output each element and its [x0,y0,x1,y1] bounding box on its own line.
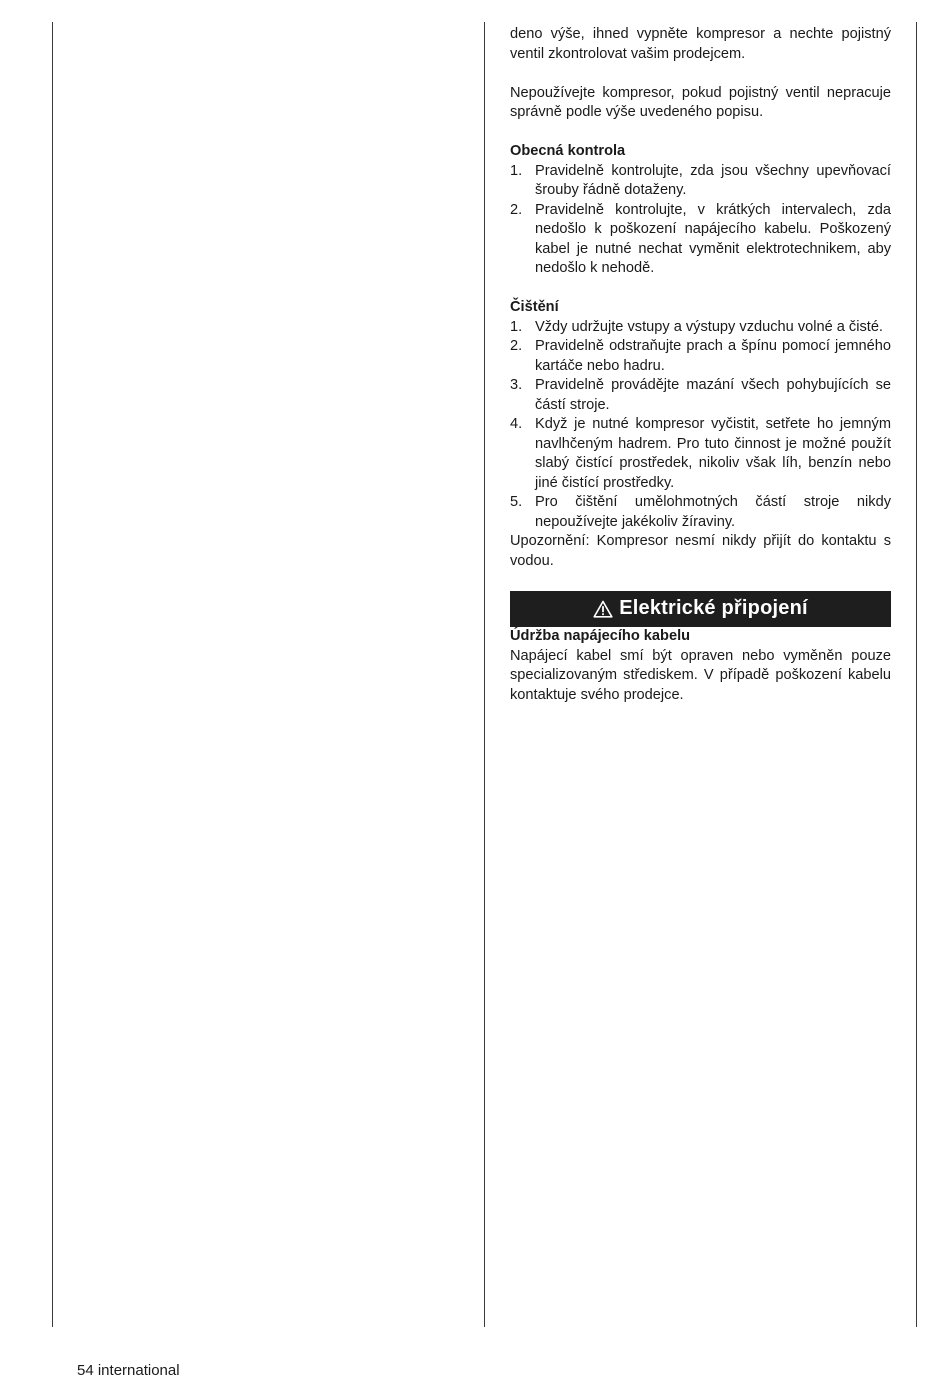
general-check-list [510,162,891,279]
list-item [510,162,891,201]
left-margin-rule [52,22,53,1327]
cleaning-note: Upozornění: Kompresor nesmí nikdy přijít do kontaktu s vodou. [510,533,891,569]
item-number: 4. [510,416,523,432]
continuation-paragraph: deno výše, ihned vypněte kompresor a nechte pojistný ventil zkontrolovat vašim prodejcem. [510,26,891,62]
item-number: 5. [510,494,523,510]
right-column [510,25,891,705]
column-divider-rule [484,22,485,1327]
safety-valve-warning: Nepoužívejte kompresor, pokud pojistný ventil nepracuje správně podle výše uvedeného popisu. [510,84,891,120]
item-number: 2. [510,201,523,218]
item-number: 1. [510,162,523,179]
item-text: Pro čištění umělohmotných částí stroje nikdy nepoužívejte jakékoliv žíraviny. [535,494,891,530]
list-item [510,415,891,493]
item-number: 2. [510,338,523,354]
general-check-heading: Obecná kontrola [510,143,626,159]
item-text: Pravidelně kontrolujte, v krátkých intervalech, zda nedošlo k poškození napájecího kabelu. Poškozený kabel je nutné nechat vyměnit elektrotechnikem, aby nedošlo k nehodě. [535,201,891,276]
cable-maintenance-text: Napájecí kabel smí být opraven nebo vyměněn pouze specializovaným střediskem. V případě poškození kabelu kontaktuje svého prodejce. [510,647,891,703]
item-number: 1. [510,318,523,335]
list-item [510,318,891,338]
cable-maintenance-heading: Údržba napájecího kabelu [510,628,691,644]
page-footer: 54 international [77,1362,180,1379]
right-margin-rule [916,22,917,1327]
electrical-section-banner [510,591,891,627]
list-item [510,493,891,532]
list-item [510,201,891,279]
cleaning-heading: Čištění [510,299,559,315]
item-text: Pravidelně odstraňujte prach a špínu pomocí jemného kartáče nebo hadru. [535,338,891,374]
item-text: Když je nutné kompresor vyčistit, setřete ho jemným navlhčeným hadrem. Pro tuto činnost je možné použít slabý čistící prostředek, nikoliv však líh, benzín nebo jiné čistící prostředky. [535,416,891,491]
warning-triangle-icon [593,600,613,618]
cleaning-list [510,318,891,533]
banner-title: Elektrické připojení [619,597,808,620]
list-item [510,337,891,376]
item-text: Pravidelně kontrolujte, zda jsou všechny upevňovací šrouby řádně dotaženy. [535,162,891,198]
item-text: Vždy udržujte vstupy a výstupy vzduchu volné a čisté. [535,318,883,335]
list-item [510,376,891,415]
item-text: Pravidelně provádějte mazání všech pohybujících se částí stroje. [535,377,891,413]
item-number: 3. [510,377,523,393]
